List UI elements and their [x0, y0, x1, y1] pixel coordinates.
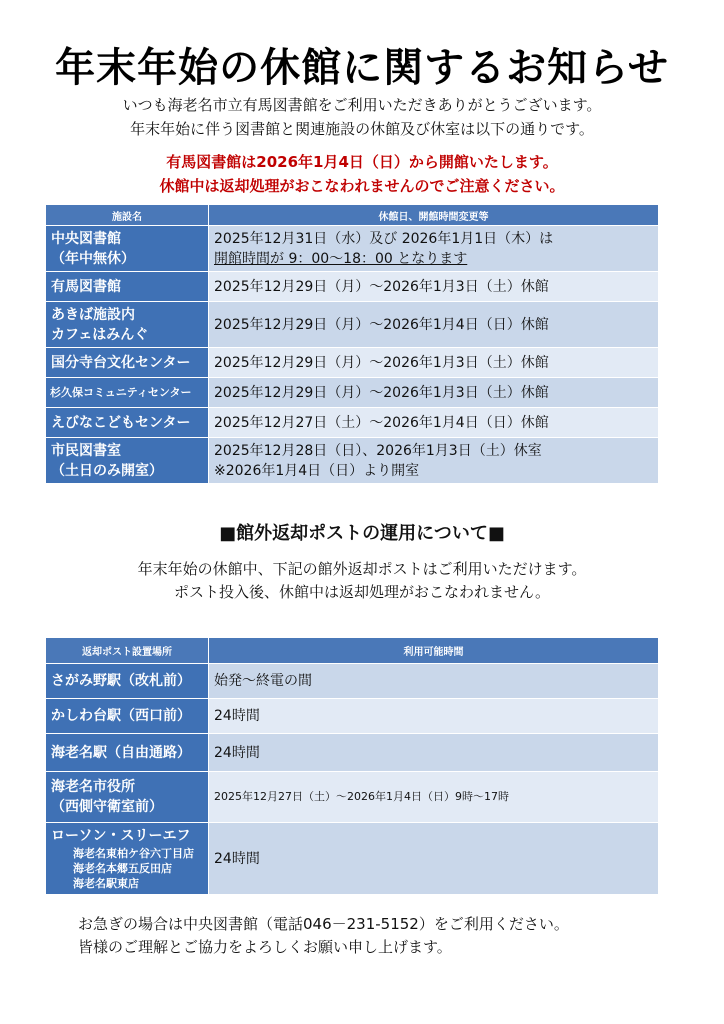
footer-line: 皆様のご理解とご協力をよろしくお願い申し上げます。: [78, 938, 452, 956]
closure-cell: [209, 226, 659, 272]
post-location-cell: [46, 823, 209, 895]
table-row: [46, 772, 659, 823]
facility-name-cell: [46, 302, 209, 348]
footer-text: [78, 913, 698, 959]
store-name: 海老名駅東店: [73, 877, 139, 890]
intro-text: [0, 93, 724, 141]
table-header-row: [46, 638, 659, 664]
closure-text-note: ※2026年1月4日（日）より開室: [214, 462, 420, 479]
facility-name: えびなこどもセンター: [46, 408, 209, 438]
facility-name: 中央図書館: [51, 230, 121, 247]
table-row: [46, 438, 659, 484]
intro-line: いつも海老名市立有馬図書館をご利用いただきありがとうございます。: [122, 96, 602, 114]
closure-text-hours: 開館時間が 9：00～18：00 となります: [214, 250, 468, 267]
post-location: 海老名駅（自由通路）: [46, 734, 209, 772]
facility-name-sub: （土日のみ開室）: [51, 462, 163, 479]
store-name: 海老名本郷五反田店: [73, 862, 172, 875]
facility-name: 杉久保コミュニティセンター: [46, 378, 209, 408]
post-location: 海老名市役所: [51, 779, 135, 795]
table-row: [46, 699, 659, 734]
post-hours: 24時間: [209, 734, 659, 772]
store-name: 海老名東柏ケ谷六丁目店: [73, 847, 194, 860]
facility-name-sub: （年中無休）: [51, 250, 135, 267]
facility-name: 市民図書室: [51, 442, 121, 459]
intro-line: 年末年始に伴う図書館と関連施設の休館及び休室は以下の通りです。: [130, 120, 594, 138]
closure-cell: [209, 438, 659, 484]
post-location: ローソン・スリーエフ: [51, 828, 191, 844]
table-row: [46, 408, 659, 438]
notice-line: 休館中は返却処理がおこなわれませんのでご注意ください。: [159, 177, 565, 195]
closure-text: 2025年12月27日（土）～2026年1月4日（日）休館: [209, 408, 659, 438]
closure-text: 2025年12月29日（月）～2026年1月3日（土）休館: [209, 272, 659, 302]
facility-closure-table: [45, 204, 659, 484]
table-row: [46, 348, 659, 378]
post-hours: 24時間: [209, 823, 659, 895]
facility-name: 有馬図書館: [46, 272, 209, 302]
facility-name: あきば施設内: [51, 306, 135, 323]
post-location-sub: （西側守衛室前）: [51, 799, 163, 815]
facility-name-sub: カフェはみんぐ: [51, 326, 149, 343]
notice-line: 有馬図書館は2026年1月4日（日）から開館いたします。: [166, 153, 558, 171]
closure-text: 2025年12月28日（日）、2026年1月3日（土）休室: [214, 442, 542, 459]
facility-name-cell: [46, 438, 209, 484]
post-intro-line: 年末年始の休館中、下記の館外返却ポストはご利用いただけます。: [137, 560, 587, 578]
footer-line: お急ぎの場合は中央図書館（電話046－231-5152）をご利用ください。: [78, 915, 569, 933]
reopen-notice: [0, 150, 724, 198]
post-location-cell: [46, 772, 209, 823]
post-hours: 2025年12月27日（土）～2026年1月4日（日）9時～17時: [209, 772, 659, 823]
post-hours: 24時間: [209, 699, 659, 734]
column-header: 返却ポスト設置場所: [46, 638, 209, 664]
post-intro-text: [0, 558, 724, 604]
closure-text: 2025年12月29日（月）～2026年1月3日（土）休館: [209, 348, 659, 378]
section-title: ■館外返却ポストの運用について■: [219, 523, 505, 544]
post-location: さがみ野駅（改札前）: [46, 664, 209, 699]
page-title: 年末年始の休館に関するお知らせ: [55, 45, 669, 91]
post-hours: 始発～終電の間: [209, 664, 659, 699]
column-header: 休館日、開館時間変更等: [209, 205, 659, 226]
closure-text: 2025年12月31日（水）及び 2026年1月1日（木）は: [214, 230, 554, 247]
post-intro-line: ポスト投入後、休館中は返却処理がおこなわれません。: [174, 583, 550, 601]
table-row: [46, 302, 659, 348]
table-header-row: [46, 205, 659, 226]
return-post-table: [45, 637, 659, 895]
table-row: [46, 664, 659, 699]
facility-name: 国分寺台文化センター: [46, 348, 209, 378]
table-row: [46, 226, 659, 272]
column-header: 施設名: [46, 205, 209, 226]
column-header: 利用可能時間: [209, 638, 659, 664]
table-row: [46, 823, 659, 895]
closure-text: 2025年12月29日（月）～2026年1月4日（日）休館: [209, 302, 659, 348]
facility-name-cell: [46, 226, 209, 272]
table-row: [46, 734, 659, 772]
table-row: [46, 272, 659, 302]
post-location: かしわ台駅（西口前）: [46, 699, 209, 734]
table-row: [46, 378, 659, 408]
closure-text: 2025年12月29日（月）～2026年1月3日（土）休館: [209, 378, 659, 408]
